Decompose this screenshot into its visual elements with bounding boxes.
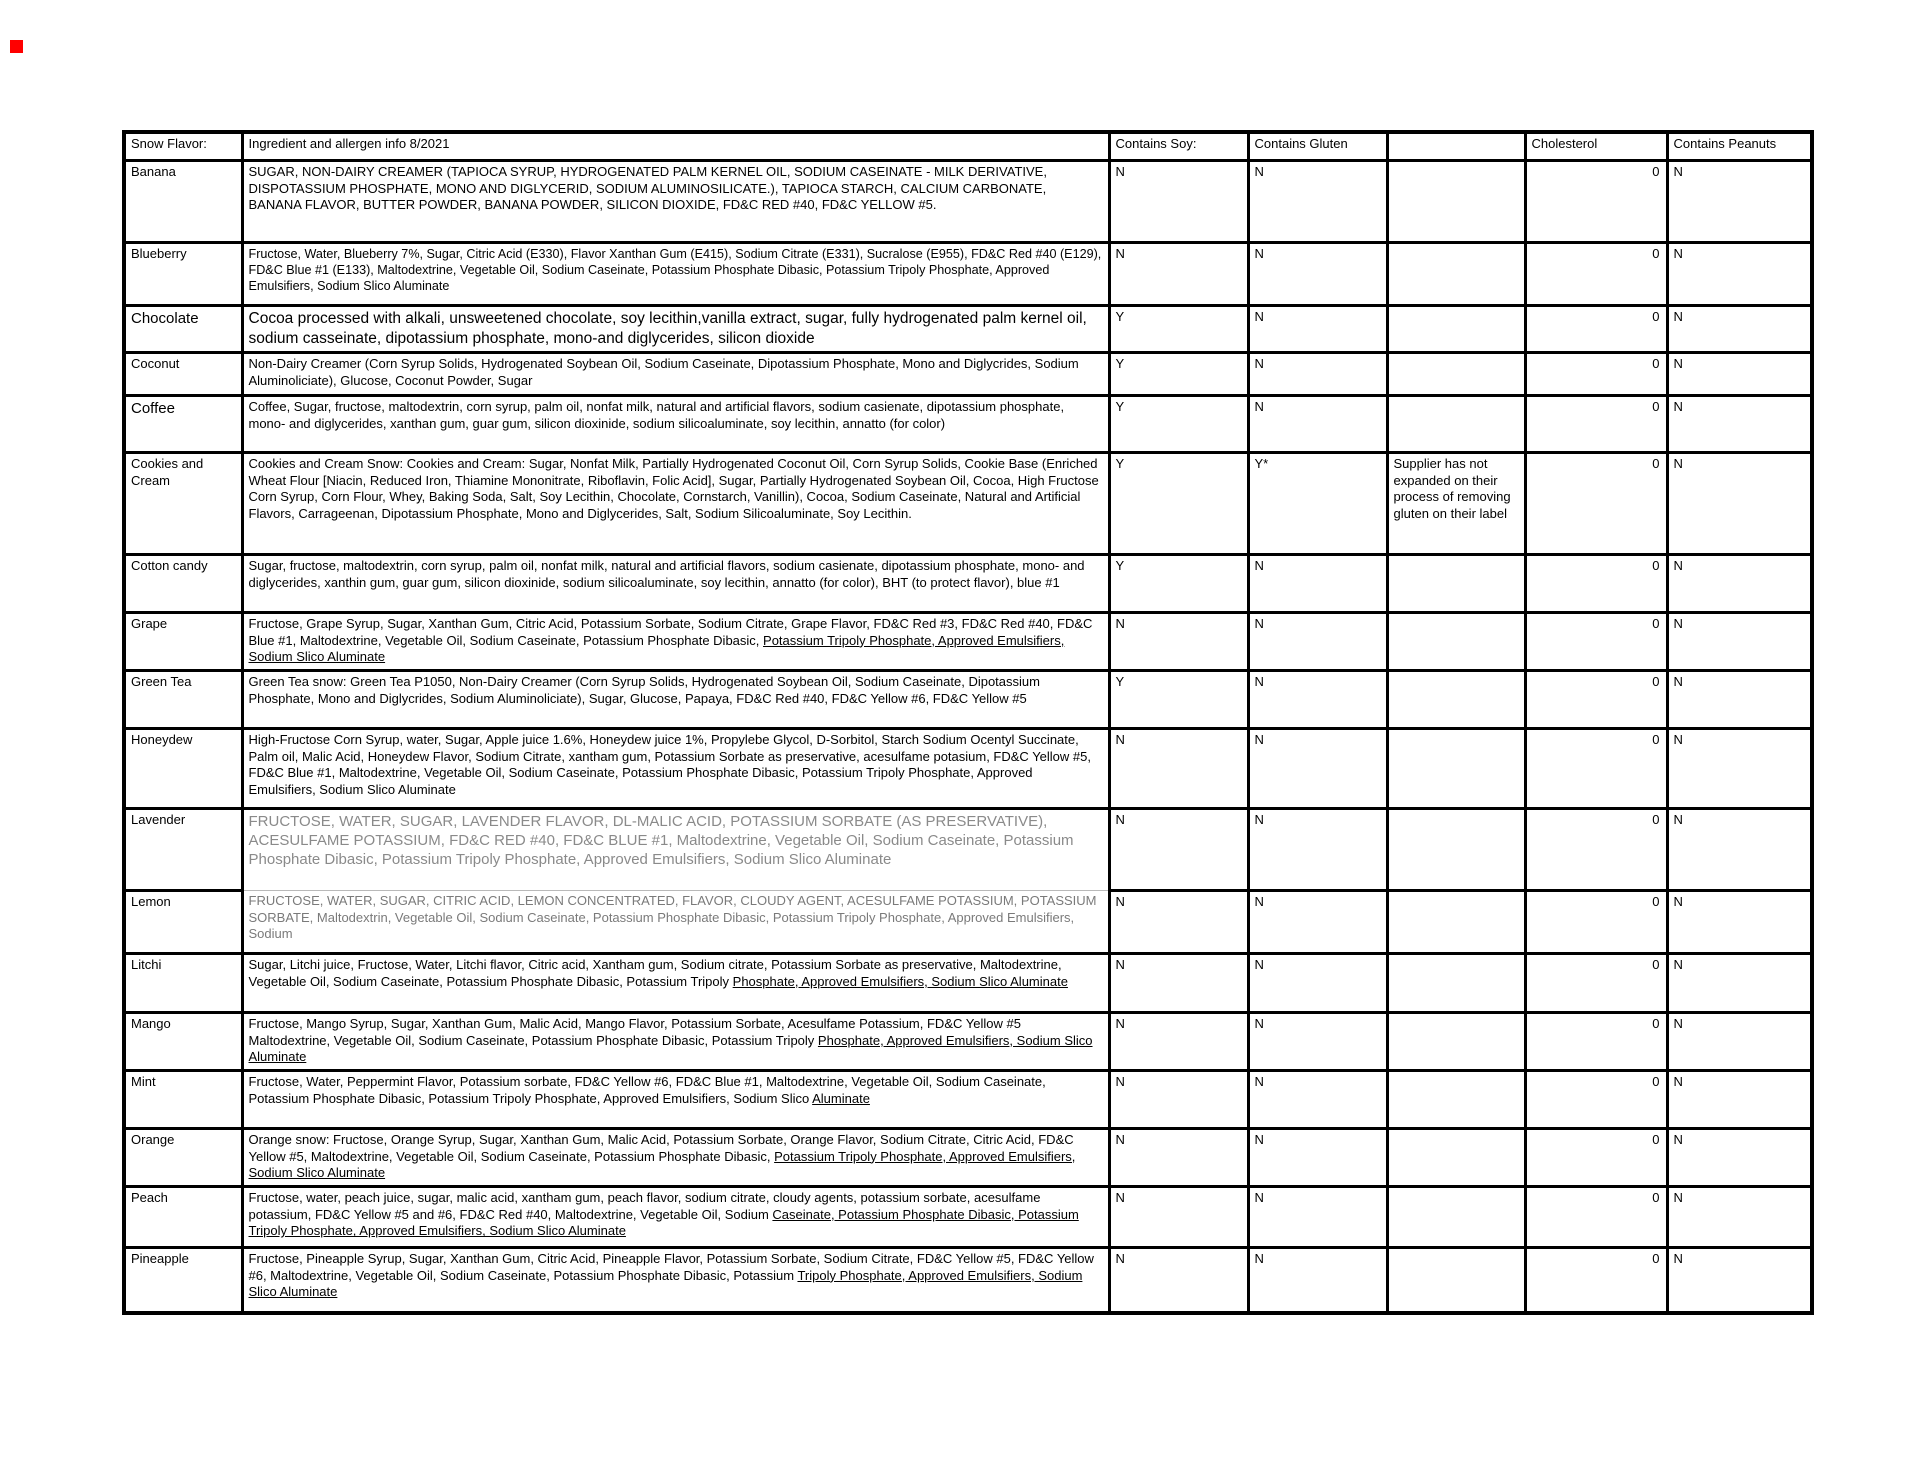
- table-row: [124, 954, 1812, 1013]
- soy-cell: Y: [1109, 453, 1248, 555]
- gluten-cell: N: [1248, 306, 1387, 353]
- cholesterol-cell: 0: [1525, 1071, 1667, 1129]
- underlined-ingredient-segment: Potassium Tripoly Phosphate, Approved Emulsifiers, Sodium Slico Aluminate: [248, 1148, 1076, 1181]
- soy-cell: N: [1109, 1248, 1248, 1313]
- gluten-cell: N: [1248, 396, 1387, 453]
- table-row: [124, 1013, 1812, 1071]
- note-cell: [1387, 1248, 1525, 1313]
- soy-cell: N: [1109, 809, 1248, 891]
- cholesterol-cell: 0: [1525, 671, 1667, 729]
- note-cell: Supplier has not expanded on their process of removing gluten on their label: [1387, 453, 1525, 555]
- cholesterol-cell: 0: [1525, 453, 1667, 555]
- column-header-ingredients: Ingredient and allergen info 8/2021: [242, 132, 1109, 161]
- peanuts-cell: N: [1667, 729, 1812, 809]
- table-row: [124, 613, 1812, 671]
- table-row: [124, 243, 1812, 306]
- ingredients-cell: Non-Dairy Creamer (Corn Syrup Solids, Hydrogenated Soybean Oil, Sodium Caseinate, Dipotassium Phosphate, Mono and Diglycrides, Sodium Aluminoliciate), Glucose, Coconut Powder, Sugar: [242, 353, 1109, 396]
- soy-cell: N: [1109, 161, 1248, 243]
- note-cell: [1387, 1071, 1525, 1129]
- flavor-cell: Lemon: [124, 891, 242, 954]
- table-row: [124, 353, 1812, 396]
- soy-cell: N: [1109, 891, 1248, 954]
- gluten-cell: N: [1248, 671, 1387, 729]
- ingredient-allergen-sheet: [122, 130, 1810, 1315]
- note-cell: [1387, 396, 1525, 453]
- cholesterol-cell: 0: [1525, 353, 1667, 396]
- column-header-soy: Contains Soy:: [1109, 132, 1248, 161]
- gluten-cell: N: [1248, 353, 1387, 396]
- peanuts-cell: N: [1667, 1013, 1812, 1071]
- note-cell: [1387, 671, 1525, 729]
- peanuts-cell: N: [1667, 396, 1812, 453]
- note-cell: [1387, 1013, 1525, 1071]
- soy-cell: N: [1109, 243, 1248, 306]
- cholesterol-cell: 0: [1525, 306, 1667, 353]
- gluten-cell: N: [1248, 1129, 1387, 1187]
- flavor-cell: Lavender: [124, 809, 242, 891]
- ingredients-cell: FRUCTOSE, WATER, SUGAR, LAVENDER FLAVOR, DL-MALIC ACID, POTASSIUM SORBATE (AS PRESERVATIVE), ACESULFAME POTASSIUM, FD&C RED #40, FD&C BLUE #1, Maltodextrine, Vegetable Oil, Sodium Caseinate, Potassium Phosphate Dibasic, Potassium Tripoly Phosphate, Approved Emulsifiers, Sodium Slico Aluminate: [242, 809, 1109, 891]
- gluten-cell: N: [1248, 954, 1387, 1013]
- flavor-cell: Coffee: [124, 396, 242, 453]
- underlined-ingredient-segment: Phosphate, Approved Emulsifiers, Sodium Slico Aluminate: [732, 973, 1068, 989]
- red-marker: [10, 40, 23, 53]
- gluten-cell: Y*: [1248, 453, 1387, 555]
- table-row: [124, 1248, 1812, 1313]
- note-cell: [1387, 729, 1525, 809]
- gluten-cell: N: [1248, 1248, 1387, 1313]
- note-cell: [1387, 954, 1525, 1013]
- soy-cell: N: [1109, 1187, 1248, 1248]
- flavor-cell: Peach: [124, 1187, 242, 1248]
- ingredients-cell: Sugar, fructose, maltodextrin, corn syrup, palm oil, nonfat milk, natural and artificial flavors, sodium casienate, dipotassium phosphate, mono- and diglycerides, xanthin gum, guar gum, silicon dioxinide, sodium silicoaluminate, soy lecithin, annatto (for color), BHT (to protect flavor), blue #1: [242, 555, 1109, 613]
- column-header-flavor: Snow Flavor:: [124, 132, 242, 161]
- cholesterol-cell: 0: [1525, 396, 1667, 453]
- table-row: [124, 809, 1812, 891]
- table-row: [124, 671, 1812, 729]
- flavor-cell: Orange: [124, 1129, 242, 1187]
- column-header-note: [1387, 132, 1525, 161]
- column-header-cholesterol: Cholesterol: [1525, 132, 1667, 161]
- ingredients-cell: Fructose, Water, Blueberry 7%, Sugar, Citric Acid (E330), Flavor Xanthan Gum (E415), Sodium Citrate (E331), Sucralose (E955), FD&C Red #40 (E129), FD&C Blue #1 (E133), Maltodextrine, Vegetable Oil, Sodium Caseinate, Potassium Phosphate Dibasic, Potassium Tripoly Phosphate, Approved Emulsifiers, Sodium Slico Aluminate: [242, 243, 1109, 306]
- note-cell: [1387, 891, 1525, 954]
- ingredients-cell: Orange snow: Fructose, Orange Syrup, Sugar, Xanthan Gum, Malic Acid, Potassium Sorbate, Orange Flavor, Sodium Citrate, Citric Acid, FD&C Yellow #5, Maltodextrine, Vegetable Oil, Sodium Caseinate, Potassium Phosphate Dibasic, Potassium Tripoly Phosphate, Approved Emulsifiers, Sodium Slico Aluminate: [242, 1129, 1109, 1187]
- ingredients-cell: Cookies and Cream Snow: Cookies and Cream: Sugar, Nonfat Milk, Partially Hydrogenated Coconut Oil, Corn Syrup Solids, Cookie Base (Enriched Wheat Flour [Niacin, Reduced Iron, Thiamine Mononitrate, Riboflavin, Folic Acid], Sugar, Partially Hydrogenated Soybean Oil, Cocoa, High Fructose Corn Syrup, Corn Flour, Whey, Baking Soda, Salt, Soy Lecithin, Chocolate, Cornstarch, Vanillin), Cocoa, Sodium Caseinate, Natural and Artificial Flavors, Carrageenan, Dipotassium Phosphate, Mono and Diglycerides, Salt, Sodium Silicoaluminate, Soy Lecithin.: [242, 453, 1109, 555]
- ingredients-cell: Fructose, Water, Peppermint Flavor, Potassium sorbate, FD&C Yellow #6, FD&C Blue #1, Maltodextrine, Vegetable Oil, Sodium Caseinate, Potassium Phosphate Dibasic, Potassium Tripoly Phosphate, Approved Emulsifiers, Sodium Slico Aluminate: [242, 1071, 1109, 1129]
- gluten-cell: N: [1248, 1013, 1387, 1071]
- peanuts-cell: N: [1667, 453, 1812, 555]
- soy-cell: Y: [1109, 353, 1248, 396]
- gluten-cell: N: [1248, 729, 1387, 809]
- soy-cell: N: [1109, 954, 1248, 1013]
- flavor-cell: Honeydew: [124, 729, 242, 809]
- peanuts-cell: N: [1667, 161, 1812, 243]
- note-cell: [1387, 555, 1525, 613]
- cholesterol-cell: 0: [1525, 1129, 1667, 1187]
- table-row: [124, 555, 1812, 613]
- gluten-cell: N: [1248, 243, 1387, 306]
- table-row: [124, 891, 1812, 954]
- cholesterol-cell: 0: [1525, 243, 1667, 306]
- ingredients-cell: Cocoa processed with alkali, unsweetened chocolate, soy lecithin,vanilla extract, sugar, fully hydrogenated palm kernel oil, sodium casseinate, dipotassium phosphate, mono-and diglycerides, silicon dioxide: [242, 306, 1109, 353]
- note-cell: [1387, 243, 1525, 306]
- flavor-cell: Cookies and Cream: [124, 453, 242, 555]
- peanuts-cell: N: [1667, 555, 1812, 613]
- peanuts-cell: N: [1667, 1071, 1812, 1129]
- peanuts-cell: N: [1667, 613, 1812, 671]
- peanuts-cell: N: [1667, 671, 1812, 729]
- peanuts-cell: N: [1667, 306, 1812, 353]
- peanuts-cell: N: [1667, 954, 1812, 1013]
- flavor-cell: Banana: [124, 161, 242, 243]
- note-cell: [1387, 161, 1525, 243]
- peanuts-cell: N: [1667, 1129, 1812, 1187]
- soy-cell: N: [1109, 1071, 1248, 1129]
- table-row: [124, 1071, 1812, 1129]
- flavor-cell: Cotton candy: [124, 555, 242, 613]
- ingredients-cell: Fructose, Grape Syrup, Sugar, Xanthan Gum, Citric Acid, Potassium Sorbate, Sodium Citrate, Grape Flavor, FD&C Red #3, FD&C Red #40, FD&C Blue #1, Maltodextrine, Vegetable Oil, Sodium Caseinate, Potassium Phosphate Dibasic, Potassium Tripoly Phosphate, Approved Emulsifiers, Sodium Slico Aluminate: [242, 613, 1109, 671]
- ingredients-cell: Coffee, Sugar, fructose, maltodextrin, corn syrup, palm oil, nonfat milk, natural and artificial flavors, sodium casienate, dipotassium phosphate, mono- and diglycerides, xanthan gum, guar gum, silicon dioxinide, sodium silicoaluminate, soy lecithin, annatto (for color): [242, 396, 1109, 453]
- flavor-cell: Grape: [124, 613, 242, 671]
- soy-cell: Y: [1109, 306, 1248, 353]
- table-row: [124, 1187, 1812, 1248]
- cholesterol-cell: 0: [1525, 729, 1667, 809]
- flavor-cell: Chocolate: [124, 306, 242, 353]
- flavor-cell: Coconut: [124, 353, 242, 396]
- gluten-cell: N: [1248, 555, 1387, 613]
- note-cell: [1387, 1129, 1525, 1187]
- underlined-ingredient-segment: Phosphate, Approved Emulsifiers, Sodium Slico Aluminate: [248, 1032, 1093, 1065]
- soy-cell: Y: [1109, 396, 1248, 453]
- table-row: [124, 161, 1812, 243]
- table-row: [124, 453, 1812, 555]
- soy-cell: N: [1109, 1129, 1248, 1187]
- peanuts-cell: N: [1667, 243, 1812, 306]
- cholesterol-cell: 0: [1525, 1248, 1667, 1313]
- ingredients-cell: SUGAR, NON-DAIRY CREAMER (TAPIOCA SYRUP, HYDROGENATED PALM KERNEL OIL, SODIUM CASEINATE - MILK DERIVATIVE, DISPOTASSIUM PHOSPHATE, MONO AND DIGLYCERID, SODIUM ALUMINOSILICATE.), TAPIOCA STARCH, CALCIUM CARBONATE, BANANA FLAVOR, BUTTER POWDER, BANANA POWDER, SILICON DIOXIDE, FD&C RED #40, FD&C YELLOW #5.: [242, 161, 1109, 243]
- gluten-cell: N: [1248, 161, 1387, 243]
- note-cell: [1387, 809, 1525, 891]
- cholesterol-cell: 0: [1525, 809, 1667, 891]
- cholesterol-cell: 0: [1525, 954, 1667, 1013]
- cholesterol-cell: 0: [1525, 891, 1667, 954]
- cholesterol-cell: 0: [1525, 555, 1667, 613]
- peanuts-cell: N: [1667, 1248, 1812, 1313]
- gluten-cell: N: [1248, 613, 1387, 671]
- flavor-cell: Litchi: [124, 954, 242, 1013]
- note-cell: [1387, 613, 1525, 671]
- cholesterol-cell: 0: [1525, 1187, 1667, 1248]
- note-cell: [1387, 1187, 1525, 1248]
- ingredients-cell: High-Fructose Corn Syrup, water, Sugar, Apple juice 1.6%, Honeydew juice 1%, Propylebe Glycol, D-Sorbitol, Starch Sodium Ocentyl Succinate, Palm oil, Malic Acid, Honeydew Flavor, Sodium Citrate, xantham gum, Potassium Sorbate as preservative, acesulfame potasium, FD&C Yellow #5, FD&C Blue #1, Maltodextrine, Vegetable Oil, Sodium Caseinate, Potassium Phosphate Dibasic, Potassium Tripoly Phosphate, Approved Emulsifiers, Sodium Slico Aluminate: [242, 729, 1109, 809]
- column-header-peanuts: Contains Peanuts: [1667, 132, 1812, 161]
- ingredients-cell: Green Tea snow: Green Tea P1050, Non-Dairy Creamer (Corn Syrup Solids, Hydrogenated Soybean Oil, Sodium Caseinate, Dipotassium Phosphate, Mono and Diglycrides, Sodium Aluminoliciate), Sugar, Glucose, Papaya, FD&C Red #40, FD&C Yellow #6, FD&C Yellow #5: [242, 671, 1109, 729]
- flavor-cell: Blueberry: [124, 243, 242, 306]
- flavor-cell: Green Tea: [124, 671, 242, 729]
- ingredients-cell: Fructose, Mango Syrup, Sugar, Xanthan Gum, Malic Acid, Mango Flavor, Potassium Sorbate, Acesulfame Potassium, FD&C Yellow #5 Maltodextrine, Vegetable Oil, Sodium Caseinate, Potassium Phosphate Dibasic, Potassium Tripoly Phosphate, Approved Emulsifiers, Sodium Slico Aluminate: [242, 1013, 1109, 1071]
- gluten-cell: N: [1248, 1071, 1387, 1129]
- gluten-cell: N: [1248, 1187, 1387, 1248]
- underlined-ingredient-segment: Aluminate: [812, 1090, 870, 1106]
- soy-cell: N: [1109, 613, 1248, 671]
- table-row: [124, 729, 1812, 809]
- ingredients-cell: Fructose, water, peach juice, sugar, malic acid, xantham gum, peach flavor, sodium citrate, cloudy agents, potassium sorbate, acesulfame potassium, FD&C Yellow #5 and #6, FD&C Red #40, Maltodextrine, Vegetable Oil, Sodium Caseinate, Potassium Phosphate Dibasic, Potassium Tripoly Phosphate, Approved Emulsifiers, Sodium Slico Aluminate: [242, 1187, 1109, 1248]
- ingredients-cell: FRUCTOSE, WATER, SUGAR, CITRIC ACID, LEMON CONCENTRATED, FLAVOR, CLOUDY AGENT, ACESULFAME POTASSIUM, POTASSIUM SORBATE, Maltodextrin, Vegetable Oil, Sodium Caseinate, Potassium Phosphate Dibasic, Potassium Tripoly Phosphate, Approved Emulsifiers, Sodium: [242, 891, 1109, 954]
- cholesterol-cell: 0: [1525, 161, 1667, 243]
- cholesterol-cell: 0: [1525, 1013, 1667, 1071]
- peanuts-cell: N: [1667, 353, 1812, 396]
- soy-cell: Y: [1109, 671, 1248, 729]
- ingredients-cell: Sugar, Litchi juice, Fructose, Water, Litchi flavor, Citric acid, Xantham gum, Sodium citrate, Potassium Sorbate as preservative, Maltodextrine, Vegetable Oil, Sodium Caseinate, Potassium Phosphate Dibasic, Potassium Tripoly Phosphate, Approved Emulsifiers, Sodium Slico Aluminate: [242, 954, 1109, 1013]
- peanuts-cell: N: [1667, 891, 1812, 954]
- gluten-cell: N: [1248, 809, 1387, 891]
- ingredients-cell: Fructose, Pineapple Syrup, Sugar, Xanthan Gum, Citric Acid, Pineapple Flavor, Potassium Sorbate, Sodium Citrate, FD&C Yellow #5, FD&C Yellow #6, Maltodextrine, Vegetable Oil, Sodium Caseinate, Potassium Phosphate Dibasic, Potassium Tripoly Phosphate, Approved Emulsifiers, Sodium Slico Aluminate: [242, 1248, 1109, 1313]
- flavor-cell: Mango: [124, 1013, 242, 1071]
- flavor-cell: Pineapple: [124, 1248, 242, 1313]
- soy-cell: N: [1109, 729, 1248, 809]
- peanuts-cell: N: [1667, 1187, 1812, 1248]
- flavor-cell: Mint: [124, 1071, 242, 1129]
- underlined-ingredient-segment: Caseinate, Potassium Phosphate Dibasic, Potassium Tripoly Phosphate, Approved Emulsifiers, Sodium Slico Aluminate: [248, 1206, 1079, 1239]
- cholesterol-cell: 0: [1525, 613, 1667, 671]
- peanuts-cell: N: [1667, 809, 1812, 891]
- soy-cell: Y: [1109, 555, 1248, 613]
- underlined-ingredient-segment: Potassium Tripoly Phosphate, Approved Emulsifiers, Sodium Slico Aluminate: [248, 632, 1065, 665]
- soy-cell: N: [1109, 1013, 1248, 1071]
- underlined-ingredient-segment: Tripoly Phosphate, Approved Emulsifiers, Sodium Slico Aluminate: [248, 1267, 1083, 1300]
- flavor-table: [122, 130, 1814, 1315]
- gluten-cell: N: [1248, 891, 1387, 954]
- header-row: [124, 132, 1812, 161]
- note-cell: [1387, 353, 1525, 396]
- table-row: [124, 1129, 1812, 1187]
- table-row: [124, 306, 1812, 353]
- note-cell: [1387, 306, 1525, 353]
- table-row: [124, 396, 1812, 453]
- column-header-gluten: Contains Gluten: [1248, 132, 1387, 161]
